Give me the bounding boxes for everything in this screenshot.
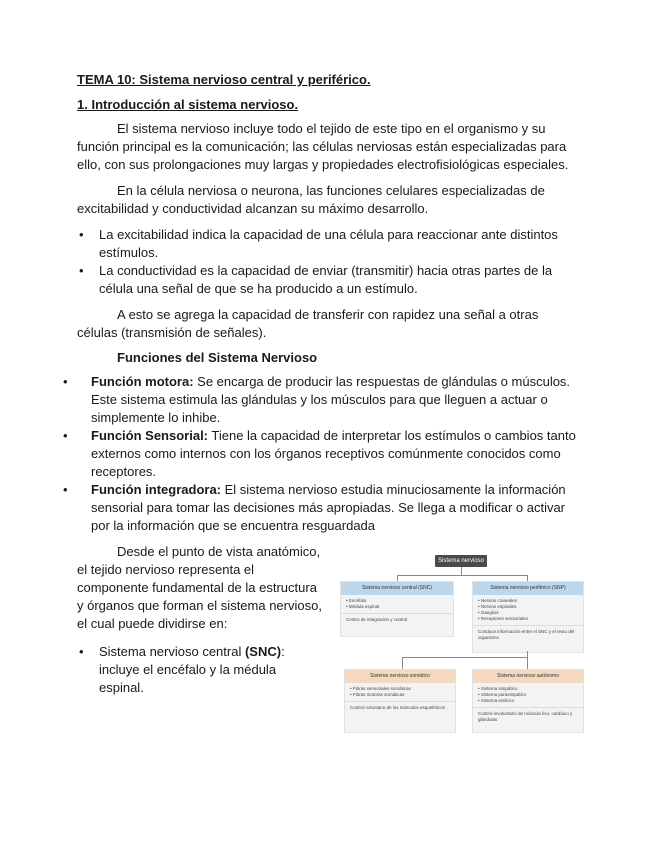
function-item-sensorial (63, 427, 577, 481)
box-footer: Conduce información entre el SNC y el resto del organismo (473, 625, 583, 644)
list-item-excitabilidad: • La excitabilidad indica la capacidad de una célula para reaccionar ante distintos estímulos. (77, 226, 577, 262)
paragraph-2: En la célula nerviosa o neurona, las funciones celulares especializadas de excitabilidad y conductividad alcanzan su máximo desarrollo. (77, 183, 545, 216)
connector (402, 657, 403, 669)
connector (402, 657, 527, 658)
snc-abbrev: (SNC) (244, 644, 282, 659)
function-item-integradora (63, 481, 577, 535)
function-item-motora (63, 373, 577, 427)
divisions-list (77, 643, 322, 697)
box-footer: Control involuntario de músculo liso, cardíaco y glándulas (473, 707, 583, 726)
paragraph-3: A esto se agrega la capacidad de transferir con rapidez una señal a otras células (transmisión de señales). (77, 307, 539, 340)
box-body: • Encéfalo • Médula espinal (346, 598, 380, 609)
box-body: • Fibras sensoriales somáticas • Fibras motoras somáticas (350, 686, 411, 697)
document-page (77, 72, 577, 763)
diagram-root: Sistema nervioso (435, 555, 487, 567)
box-title: Sistema nervioso periférico (SNP) (473, 582, 583, 595)
box-title: Sistema nervioso somático (345, 670, 455, 683)
diagram-box-snp (472, 581, 584, 653)
list-item-conductividad: • La conductividad es la capacidad de enviar (transmitir) hacia otras partes de la célula una señal de que se ha producido a un estímulo. (77, 262, 577, 298)
list-item-snc (77, 643, 322, 697)
box-body: • Sistema simpático • Sistema parasimpático • Sistema entérico (478, 686, 527, 703)
paragraph-1: El sistema nervioso incluye todo el tejido de este tipo en el organismo y su función principal es la comunicación; las células nerviosas están especializadas para ello, con sus prolongaciones muy largas y propiedades electrofisiológicas especiales. (77, 121, 569, 172)
box-body: • Nervios craneales • Nervios espinales • Ganglios • Receptores sensoriales (478, 598, 528, 621)
function-term: Función motora: (91, 374, 194, 389)
document-title: TEMA 10: Sistema nervioso central y periférico. (77, 72, 371, 87)
function-text: Tiene la capacidad de interpretar los estímulos o cambios tanto externos como internos con los órganos receptivos comúnmente conocidos como receptores. (91, 428, 576, 479)
functions-list (63, 373, 577, 535)
function-text: El sistema nervioso estudia minuciosamente la información sensorial para tomar las decisiones más apropiadas. Se llega a modificar o activar por la información que se encuentra resguardada (91, 482, 566, 533)
function-term: Función Sensorial: (91, 428, 209, 443)
connector (461, 567, 462, 575)
bottom-section (77, 543, 577, 763)
function-text: Se encarga de producir las respuestas de glándulas o músculos. Este sistema estimula las glándulas y los músculos para que lleguen a actuar o simplemente lo inhibe. (91, 374, 571, 425)
snc-desc: : incluye el encéfalo y la médula espinal. (99, 644, 285, 695)
connector (397, 575, 527, 576)
box-footer: Centro de integración y control (341, 613, 453, 626)
diagram-box-snc (340, 581, 454, 637)
box-title: Sistema nervioso central (SNC) (341, 582, 453, 595)
nervous-system-diagram (332, 555, 582, 743)
box-footer: Control voluntario de los músculos esqueléticos (345, 701, 455, 714)
diagram-box-somatico (344, 669, 456, 733)
paragraph-4: Desde el punto de vista anatómico, el tejido nervioso representa el componente fundamental de la estructura y órganos que forman el sistema nervioso, el cual puede dividirse en: (77, 544, 322, 631)
section-heading-introduccion: 1. Introducción al sistema nervioso. (77, 97, 299, 112)
snc-text: Sistema nervioso central (99, 644, 245, 659)
anatomy-column (77, 543, 322, 705)
properties-list (77, 226, 577, 298)
box-title: Sistema nervioso autónomo (473, 670, 583, 683)
function-term: Función integradora: (91, 482, 221, 497)
functions-heading: Funciones del Sistema Nervioso (117, 350, 318, 365)
diagram-box-autonomo (472, 669, 584, 733)
connector (527, 657, 528, 669)
